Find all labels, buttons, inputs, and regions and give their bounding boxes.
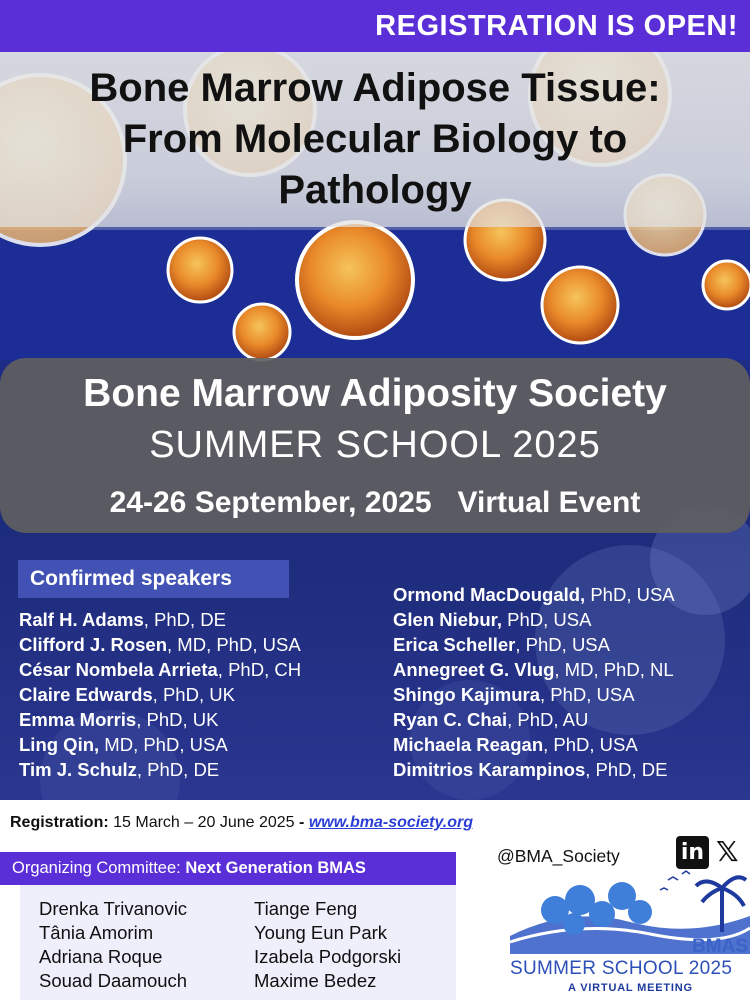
speaker-name: César Nombela Arrieta <box>19 659 218 680</box>
committee-member: Young Eun Park <box>254 922 388 943</box>
speaker-details: , PhD, USA <box>540 684 635 705</box>
speaker-details: , PhD, DE <box>143 609 226 630</box>
speaker-item <box>393 757 675 782</box>
speaker-name: Claire Edwards <box>19 684 153 705</box>
speaker-item <box>19 632 301 657</box>
speaker-details: PhD, USA <box>585 584 675 605</box>
speaker-details: , PhD, DE <box>136 759 220 780</box>
speaker-name: Shingo Kajimura <box>393 684 540 705</box>
speaker-item <box>393 657 675 682</box>
committee-member: Drenka Trivanovic <box>39 898 188 919</box>
bmas-logo-acronym: BMAS <box>692 936 748 957</box>
bmas-logo-tagline: A VIRTUAL MEETING <box>568 982 693 994</box>
speaker-details: , MD, PhD, NL <box>554 659 674 680</box>
committee-list-right <box>254 897 401 993</box>
speaker-item <box>19 757 301 782</box>
speaker-details: , PhD, DE <box>585 759 668 780</box>
speaker-name: Dimitrios Karampinos <box>393 759 586 780</box>
committee-panel <box>20 885 456 1000</box>
society-website-link[interactable]: www.bma-society.org <box>308 814 473 831</box>
registration-separator: - <box>299 814 309 831</box>
event-details <box>0 486 750 520</box>
event-format: Virtual Event <box>457 486 641 519</box>
registration-period: 15 March – 20 June 2025 <box>108 814 300 831</box>
speaker-details: , PhD, CH <box>217 659 302 680</box>
registration-open-banner[interactable]: REGISTRATION IS OPEN! <box>0 0 750 52</box>
speaker-name: Emma Morris <box>19 709 137 730</box>
speaker-item <box>19 682 301 707</box>
speaker-name: Clifford J. Rosen <box>19 634 168 655</box>
speaker-item <box>19 657 301 682</box>
speaker-details: , PhD, USA <box>515 634 610 655</box>
speaker-details: , PhD, UK <box>152 684 235 705</box>
speaker-item <box>393 582 675 607</box>
committee-member: Maxime Bedez <box>254 970 377 991</box>
committee-label: Organizing Committee: <box>12 859 186 877</box>
committee-member: Souad Daamouch <box>39 970 188 991</box>
speaker-name: Ralf H. Adams <box>19 609 144 630</box>
speaker-name: Ryan C. Chai <box>393 709 508 730</box>
speaker-item <box>393 607 675 632</box>
speaker-name: Annegreet G. Vlug <box>393 659 555 680</box>
speaker-details: , MD, PhD, USA <box>167 634 301 655</box>
speaker-item <box>393 732 675 757</box>
committee-member: Izabela Podgorski <box>254 946 402 967</box>
committee-member: Tiange Feng <box>254 898 358 919</box>
committee-member: Adriana Roque <box>39 946 163 967</box>
event-name: SUMMER SCHOOL 2025 <box>149 424 601 466</box>
speaker-name: Erica Scheller <box>393 634 516 655</box>
speaker-name: Michaela Reagan <box>393 734 544 755</box>
bmas-logo-title: SUMMER SCHOOL 2025 <box>510 958 733 979</box>
speakers-heading: Confirmed speakers <box>18 560 289 598</box>
speaker-details: PhD, USA <box>501 609 592 630</box>
speaker-details: , PhD, AU <box>507 709 589 730</box>
speaker-details: MD, PhD, USA <box>99 734 228 755</box>
social-handle[interactable]: @BMA_Society <box>497 846 620 866</box>
speaker-details: , PhD, USA <box>543 734 638 755</box>
speaker-list-right <box>393 582 675 782</box>
speaker-item <box>19 732 301 757</box>
speaker-item <box>393 632 675 657</box>
committee-list-left <box>39 897 187 993</box>
speaker-item <box>393 707 675 732</box>
committee-member: Tânia Amorim <box>39 922 154 943</box>
speaker-list-left <box>19 607 301 782</box>
x-icon[interactable]: 𝕏 <box>716 835 739 868</box>
committee-group: Next Generation BMAS <box>185 859 366 877</box>
event-dates: 24-26 September, 2025 <box>109 486 432 519</box>
speaker-details: , PhD, UK <box>136 709 219 730</box>
speaker-name: Tim J. Schulz <box>19 759 137 780</box>
speaker-name: Ormond MacDougald, <box>393 584 586 605</box>
registration-info <box>10 814 473 832</box>
speaker-item <box>393 682 675 707</box>
speaker-name: Glen Niebur, <box>393 609 502 630</box>
committee-header <box>0 852 456 885</box>
speaker-item <box>19 707 301 732</box>
event-title: Bone Marrow Adipose Tissue: From Molecular Biology to Pathology <box>89 66 661 212</box>
society-panel <box>0 358 750 533</box>
speaker-item <box>19 607 301 632</box>
registration-label: Registration: <box>10 814 109 831</box>
society-name: Bone Marrow Adiposity Society <box>83 372 667 415</box>
event-title-panel <box>0 52 750 227</box>
linkedin-icon[interactable]: in <box>676 836 709 869</box>
speaker-name: Ling Qin, <box>19 734 100 755</box>
